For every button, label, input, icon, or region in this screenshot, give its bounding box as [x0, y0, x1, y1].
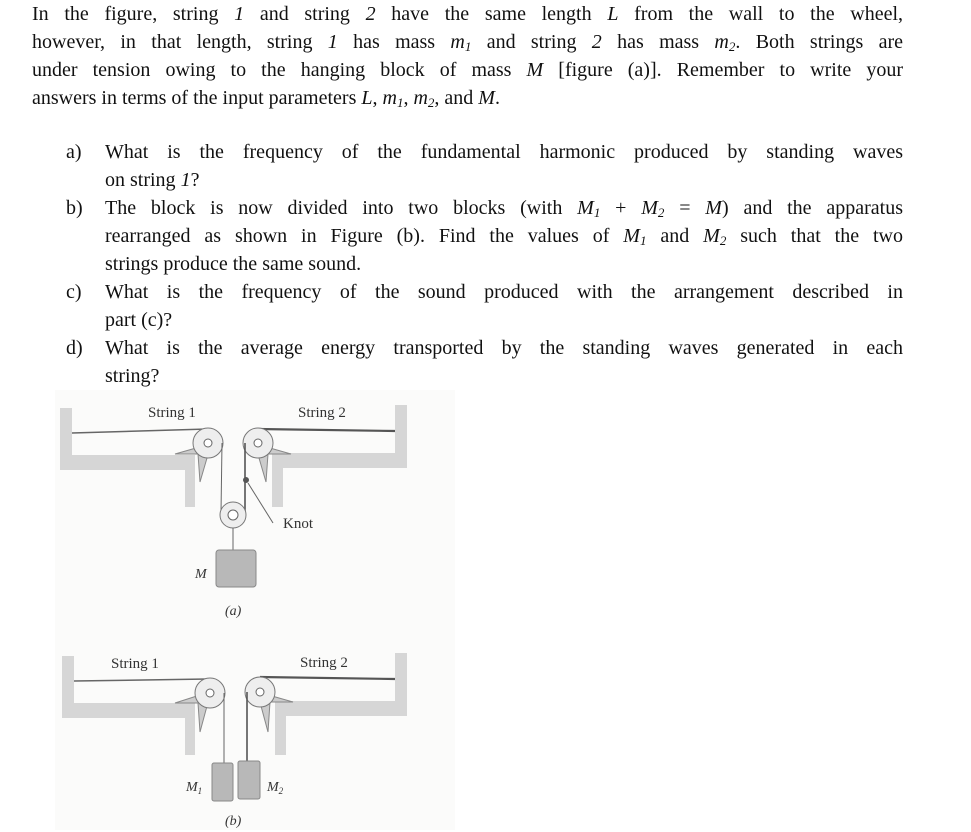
- text-segment: and string: [471, 31, 592, 53]
- text-line: [105, 194, 903, 222]
- pulley-figure: [55, 390, 455, 830]
- text-line: [105, 250, 903, 278]
- block-m2-icon: [238, 761, 260, 799]
- math-symbol: 2: [365, 3, 376, 25]
- text-segment: +: [600, 197, 642, 219]
- text-segment: from the wall to the wheel,: [618, 3, 903, 25]
- math-symbol: M: [623, 225, 640, 247]
- text-segment: In the figure, string: [32, 3, 235, 25]
- question-c: [66, 278, 903, 334]
- text-segment: What is the frequency of the fundamental harmonic produced by standing waves: [105, 141, 903, 163]
- block-m-icon: [216, 550, 256, 587]
- question-marker: a): [66, 141, 82, 163]
- math-symbol: M: [526, 59, 544, 81]
- text-segment: ,: [372, 87, 383, 109]
- text-segment: ?: [190, 169, 200, 191]
- text-segment: .: [494, 87, 500, 109]
- math-symbol: M: [478, 87, 495, 109]
- text-line: [32, 84, 903, 112]
- text-segment: , and: [434, 87, 479, 109]
- pulley-axle: [254, 439, 262, 447]
- label-mass: M: [195, 567, 207, 582]
- pulley-axle: [228, 510, 238, 520]
- text-line: [105, 334, 903, 362]
- knot-icon: [243, 477, 249, 483]
- caption-a: (a): [225, 604, 242, 619]
- math-symbol: M: [705, 197, 722, 219]
- label-mass-2: $M_2$: [267, 780, 284, 796]
- math-symbol: 2: [427, 95, 435, 110]
- math-symbol: L: [607, 3, 619, 25]
- math-symbol: m: [714, 31, 729, 53]
- text-segment: answers in terms of the input parameters: [32, 87, 362, 109]
- text-segment: rearranged as shown in Figure (b). Find the values of: [105, 225, 624, 247]
- label-string-2: String 2: [298, 405, 346, 421]
- label-mass-1: $M_1$: [186, 780, 203, 796]
- text-line: [105, 278, 903, 306]
- text-segment: ,: [403, 87, 414, 109]
- pulley-axle: [204, 439, 212, 447]
- text-segment: have the same length: [375, 3, 608, 25]
- caption-b: (b): [225, 814, 242, 829]
- math-symbol: m: [450, 31, 465, 53]
- math-symbol: m: [413, 87, 428, 109]
- text-segment: [figure (a)]. Remember to write your: [543, 59, 903, 81]
- text-segment: and string: [244, 3, 366, 25]
- text-line: [32, 0, 903, 28]
- math-symbol: 1: [234, 3, 245, 25]
- text-segment: . Both strings are: [735, 31, 903, 53]
- text-line: [32, 28, 903, 56]
- text-segment: string?: [105, 365, 160, 387]
- text-segment: has mass: [601, 31, 715, 53]
- question-a: [66, 138, 903, 194]
- question-marker: d): [66, 337, 83, 359]
- math-symbol: L: [361, 87, 373, 109]
- math-symbol: M: [703, 225, 720, 247]
- question-d: [66, 334, 903, 390]
- text-line: [105, 138, 903, 166]
- label-string-1: String 1: [111, 656, 159, 672]
- label-knot: Knot: [283, 516, 313, 532]
- text-line: [32, 56, 903, 84]
- text-line: [105, 166, 903, 194]
- text-segment: What is the average energy transported by the standing waves generated in each: [105, 337, 903, 359]
- text-segment: The block is now divided into two blocks (with: [105, 197, 578, 219]
- text-line: [105, 222, 903, 250]
- math-symbol: 1: [327, 31, 338, 53]
- math-symbol: 2: [657, 205, 665, 220]
- text-segment: has mass: [337, 31, 451, 53]
- text-segment: What is the frequency of the sound produced with the arrangement described in: [105, 281, 903, 303]
- text-line: [105, 306, 903, 334]
- text-segment: part (c)?: [105, 309, 173, 331]
- text-segment: such that the two: [726, 225, 903, 247]
- math-symbol: M: [577, 197, 594, 219]
- question-marker: c): [66, 281, 82, 303]
- math-symbol: 2: [719, 233, 727, 248]
- question-marker: b): [66, 197, 83, 219]
- text-segment: on string: [105, 169, 181, 191]
- text-segment: under tension owing to the hanging block of mass: [32, 59, 527, 81]
- question-list: [66, 138, 903, 390]
- problem-statement: [32, 0, 903, 112]
- math-symbol: m: [382, 87, 397, 109]
- math-symbol: 1: [180, 169, 191, 191]
- pulley-axle: [206, 689, 214, 697]
- text-line: [105, 362, 903, 390]
- question-b: [66, 194, 903, 278]
- text-segment: however, in that length, string: [32, 31, 328, 53]
- math-symbol: 1: [639, 233, 647, 248]
- math-symbol: M: [641, 197, 658, 219]
- math-symbol: 2: [728, 39, 736, 54]
- label-string-2: String 2: [300, 655, 348, 671]
- block-m1-icon: [212, 763, 233, 801]
- text-segment: strings produce the same sound.: [105, 253, 362, 275]
- text-segment: ) and the apparatus: [721, 197, 903, 219]
- label-string-1: String 1: [148, 405, 196, 421]
- math-symbol: 2: [591, 31, 602, 53]
- math-symbol: 1: [396, 95, 404, 110]
- math-symbol: 1: [593, 205, 601, 220]
- text-segment: and: [646, 225, 704, 247]
- text-segment: =: [664, 197, 706, 219]
- math-symbol: 1: [464, 39, 472, 54]
- pulley-axle: [256, 688, 264, 696]
